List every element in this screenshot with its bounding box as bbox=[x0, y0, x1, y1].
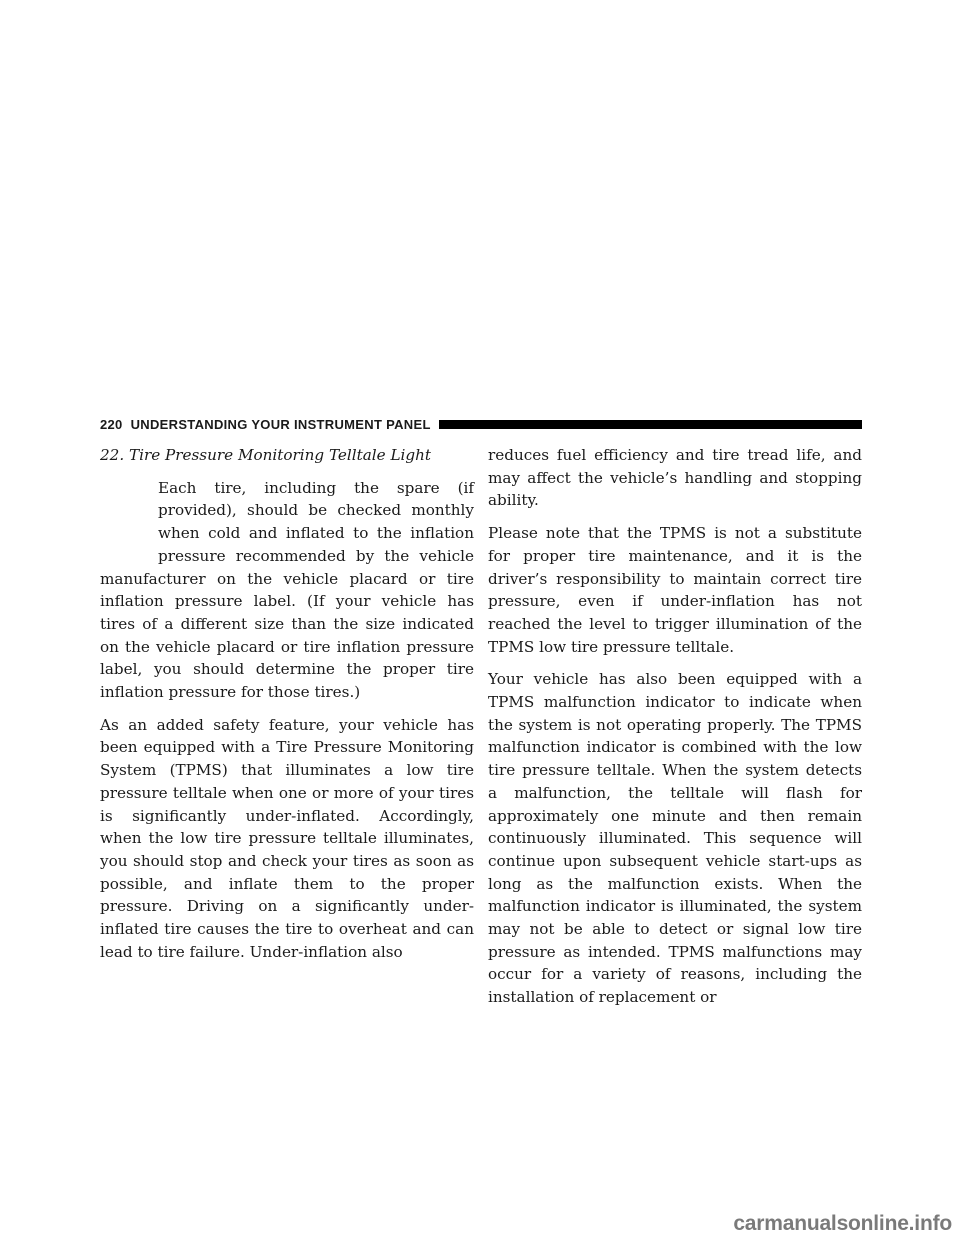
paragraph: Your vehicle has also been equipped with a TPMS malfunction indicator to indicate when the system is not operating properly. The TPMS malfunction indicator is combined with the low tire pressure telltale. When the system detects a malfunction, the telltale will flash for approximately one minute and then remain continuously illuminated. This sequence will continue upon subsequent vehicle start-ups as long as the malfunction exists. When the malfunction indicator is illuminated, the system may not be able to detect or signal low tire pressure as intended. TPMS malfunctions may occur for a variety of reasons, including the installation of replacement or bbox=[488, 670, 862, 1007]
paragraph: Each tire, including the spare (if provided), should be checked monthly when cold and inflated to the inflation pressure recommended by the vehicle manufacturer on the vehicle placard or tire inflation pressure label. (If your vehicle has tires of a different size than the size indicated on the vehicle placard or tire inflation pressure label, you should determine the proper tire inflation pressure for those tires.) bbox=[100, 478, 474, 702]
watermark-link[interactable]: carmanualsonline.info bbox=[733, 1212, 952, 1235]
left-column bbox=[100, 444, 474, 973]
paragraph: Please note that the TPMS is not a substitute for proper tire maintenance, and it is the driver’s responsibility to maintain correct tire pressure, even if under-inflation has not reached the level to trigger illumination of the TPMS low tire pressure telltale. bbox=[488, 524, 862, 656]
right-column bbox=[488, 444, 862, 1019]
page-number: 220 bbox=[100, 416, 123, 432]
paragraph: As an added safety feature, your vehicle has been equipped with a Tire Pressure Monitoring System (TPMS) that illuminates a low tire pressure telltale when one or more of your tires is significantly under-inflated. Accordingly, when the low tire pressure telltale illuminates, you should stop and check your tires as soon as possible, and inflate them to the proper pressure. Driving on a significantly under-inflated tire causes the tire to overheat and can lead to tire failure. Under-inflation also bbox=[100, 715, 474, 961]
section-title: UNDERSTANDING YOUR INSTRUMENT PANEL bbox=[130, 416, 431, 432]
header-rule bbox=[439, 420, 862, 429]
section-heading: 22. Tire Pressure Monitoring Telltale Light bbox=[100, 446, 432, 464]
running-header bbox=[100, 412, 862, 436]
paragraph: reduces fuel efficiency and tire tread life, and may affect the vehicle’s handling and stopping ability. bbox=[488, 446, 862, 510]
telltale-icon-space bbox=[100, 477, 158, 567]
